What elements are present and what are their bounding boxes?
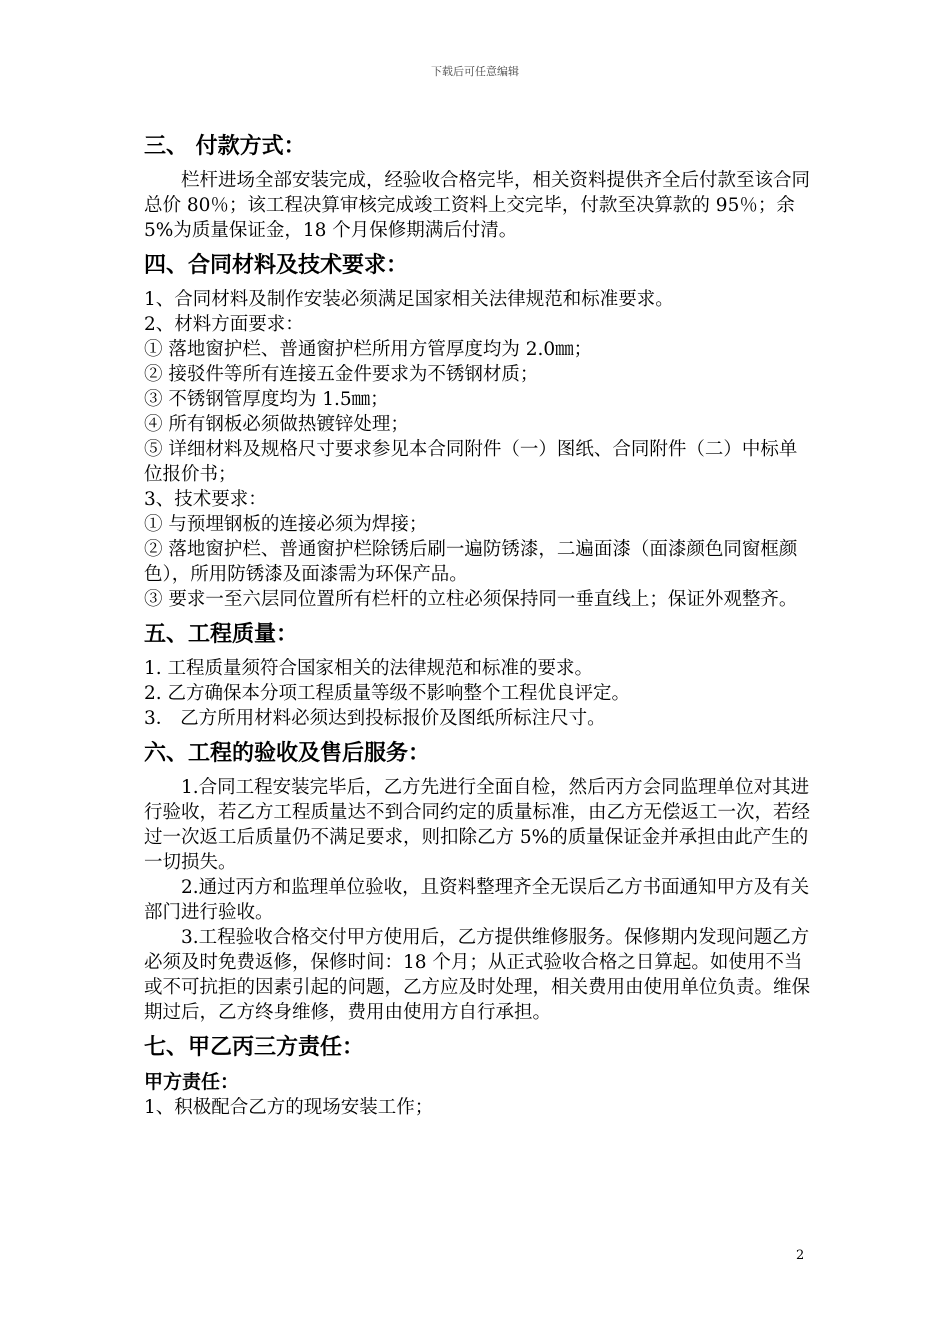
paragraph: 栏杆进场全部安装完成，经验收合格完毕，相关资料提供齐全后付款至该合同总价 80％；该工程决算审核完成竣工资料上交完毕，付款至决算款的 95％；余 5%为质量保证金，18 个月保修期满后付清。 [144, 170, 811, 241]
list-item: ③ 不锈钢管厚度均为 1.5㎜； [144, 389, 389, 410]
page-header: 下载后可任意编辑 [431, 65, 519, 78]
list-item: ③ 要求一至六层同位置所有栏杆的立柱必须保持同一垂直线上；保证外观整齐。 [144, 589, 798, 610]
list-item: 2. 乙方确保本分项工程质量等级不影响整个工程优良评定。 [144, 683, 631, 704]
section-payment [144, 132, 812, 243]
section-responsibilities [144, 1033, 812, 1120]
list-item: ④ 所有钢板必须做热镀锌处理； [144, 414, 409, 435]
list-item: 3． 乙方所用材料必须达到投标报价及图纸所标注尺寸。 [144, 708, 606, 729]
paragraph: 2.通过丙方和监理单位验收，且资料整理齐全无误后乙方书面通知甲方及有关部门进行验收。 [144, 877, 810, 923]
section-title: 五、工程质量： [144, 622, 299, 647]
list-item: ① 落地窗护栏、普通窗护栏所用方管厚度均为 2.0㎜； [144, 339, 593, 360]
paragraph: 1.合同工程安装完毕后，乙方先进行全面自检，然后丙方会同监理单位对其进行验收，若乙方工程质量达不到合同约定的质量标准，由乙方无偿返工一次，若经过一次返工后质量仍不满足要求，则扣除乙方 5%的质量保证金并承担由此产生的一切损失。 [144, 777, 811, 873]
paragraph: 3.工程验收合格交付甲方使用后，乙方提供维修服务。保修期内发现问题乙方必须及时免费返修，保修时间：18 个月；从正式验收合格之日算起。如使用不当或不可抗拒的因素引起的问题，乙方应及时处理，相关费用由使用单位负责。维保期过后，乙方终身维修，费用由使用方自行承担。 [144, 927, 811, 1023]
section-materials [144, 251, 812, 612]
section-title: 四、合同材料及技术要求： [144, 253, 409, 278]
page-number: 2 [796, 1248, 805, 1263]
list-item: ② 接驳件等所有连接五金件要求为不锈钢材质； [144, 364, 539, 385]
list-item: ⑤ 详细材料及规格尺寸要求参见本合同附件（一）图纸、合同附件（二）中标单位报价书； [144, 439, 798, 485]
list-item: 1. 工程质量须符合国家相关的法律规范和标准的要求。 [144, 658, 594, 679]
list-item: 1、合同材料及制作安装必须满足国家相关法律规范和标准要求。 [144, 289, 674, 310]
list-item: ① 与预埋钢板的连接必须为焊接； [144, 514, 428, 535]
document-body [144, 132, 812, 1125]
list-item: 2、材料方面要求： [144, 314, 304, 335]
section-title: 六、工程的验收及售后服务： [144, 741, 431, 766]
list-item: 1、积极配合乙方的现场安装工作； [144, 1097, 434, 1118]
section-acceptance [144, 739, 812, 1025]
list-item: 3、技术要求： [144, 489, 267, 510]
section-title: 三、 付款方式： [144, 134, 306, 159]
section-quality [144, 620, 812, 731]
list-item: ② 落地窗护栏、普通窗护栏除锈后刷一遍防锈漆，二遍面漆（面漆颜色同窗框颜色），所用防锈漆及面漆需为环保产品。 [144, 539, 798, 585]
section-title: 七、甲乙丙三方责任： [144, 1035, 365, 1060]
sub-heading: 甲方责任： [144, 1071, 240, 1093]
